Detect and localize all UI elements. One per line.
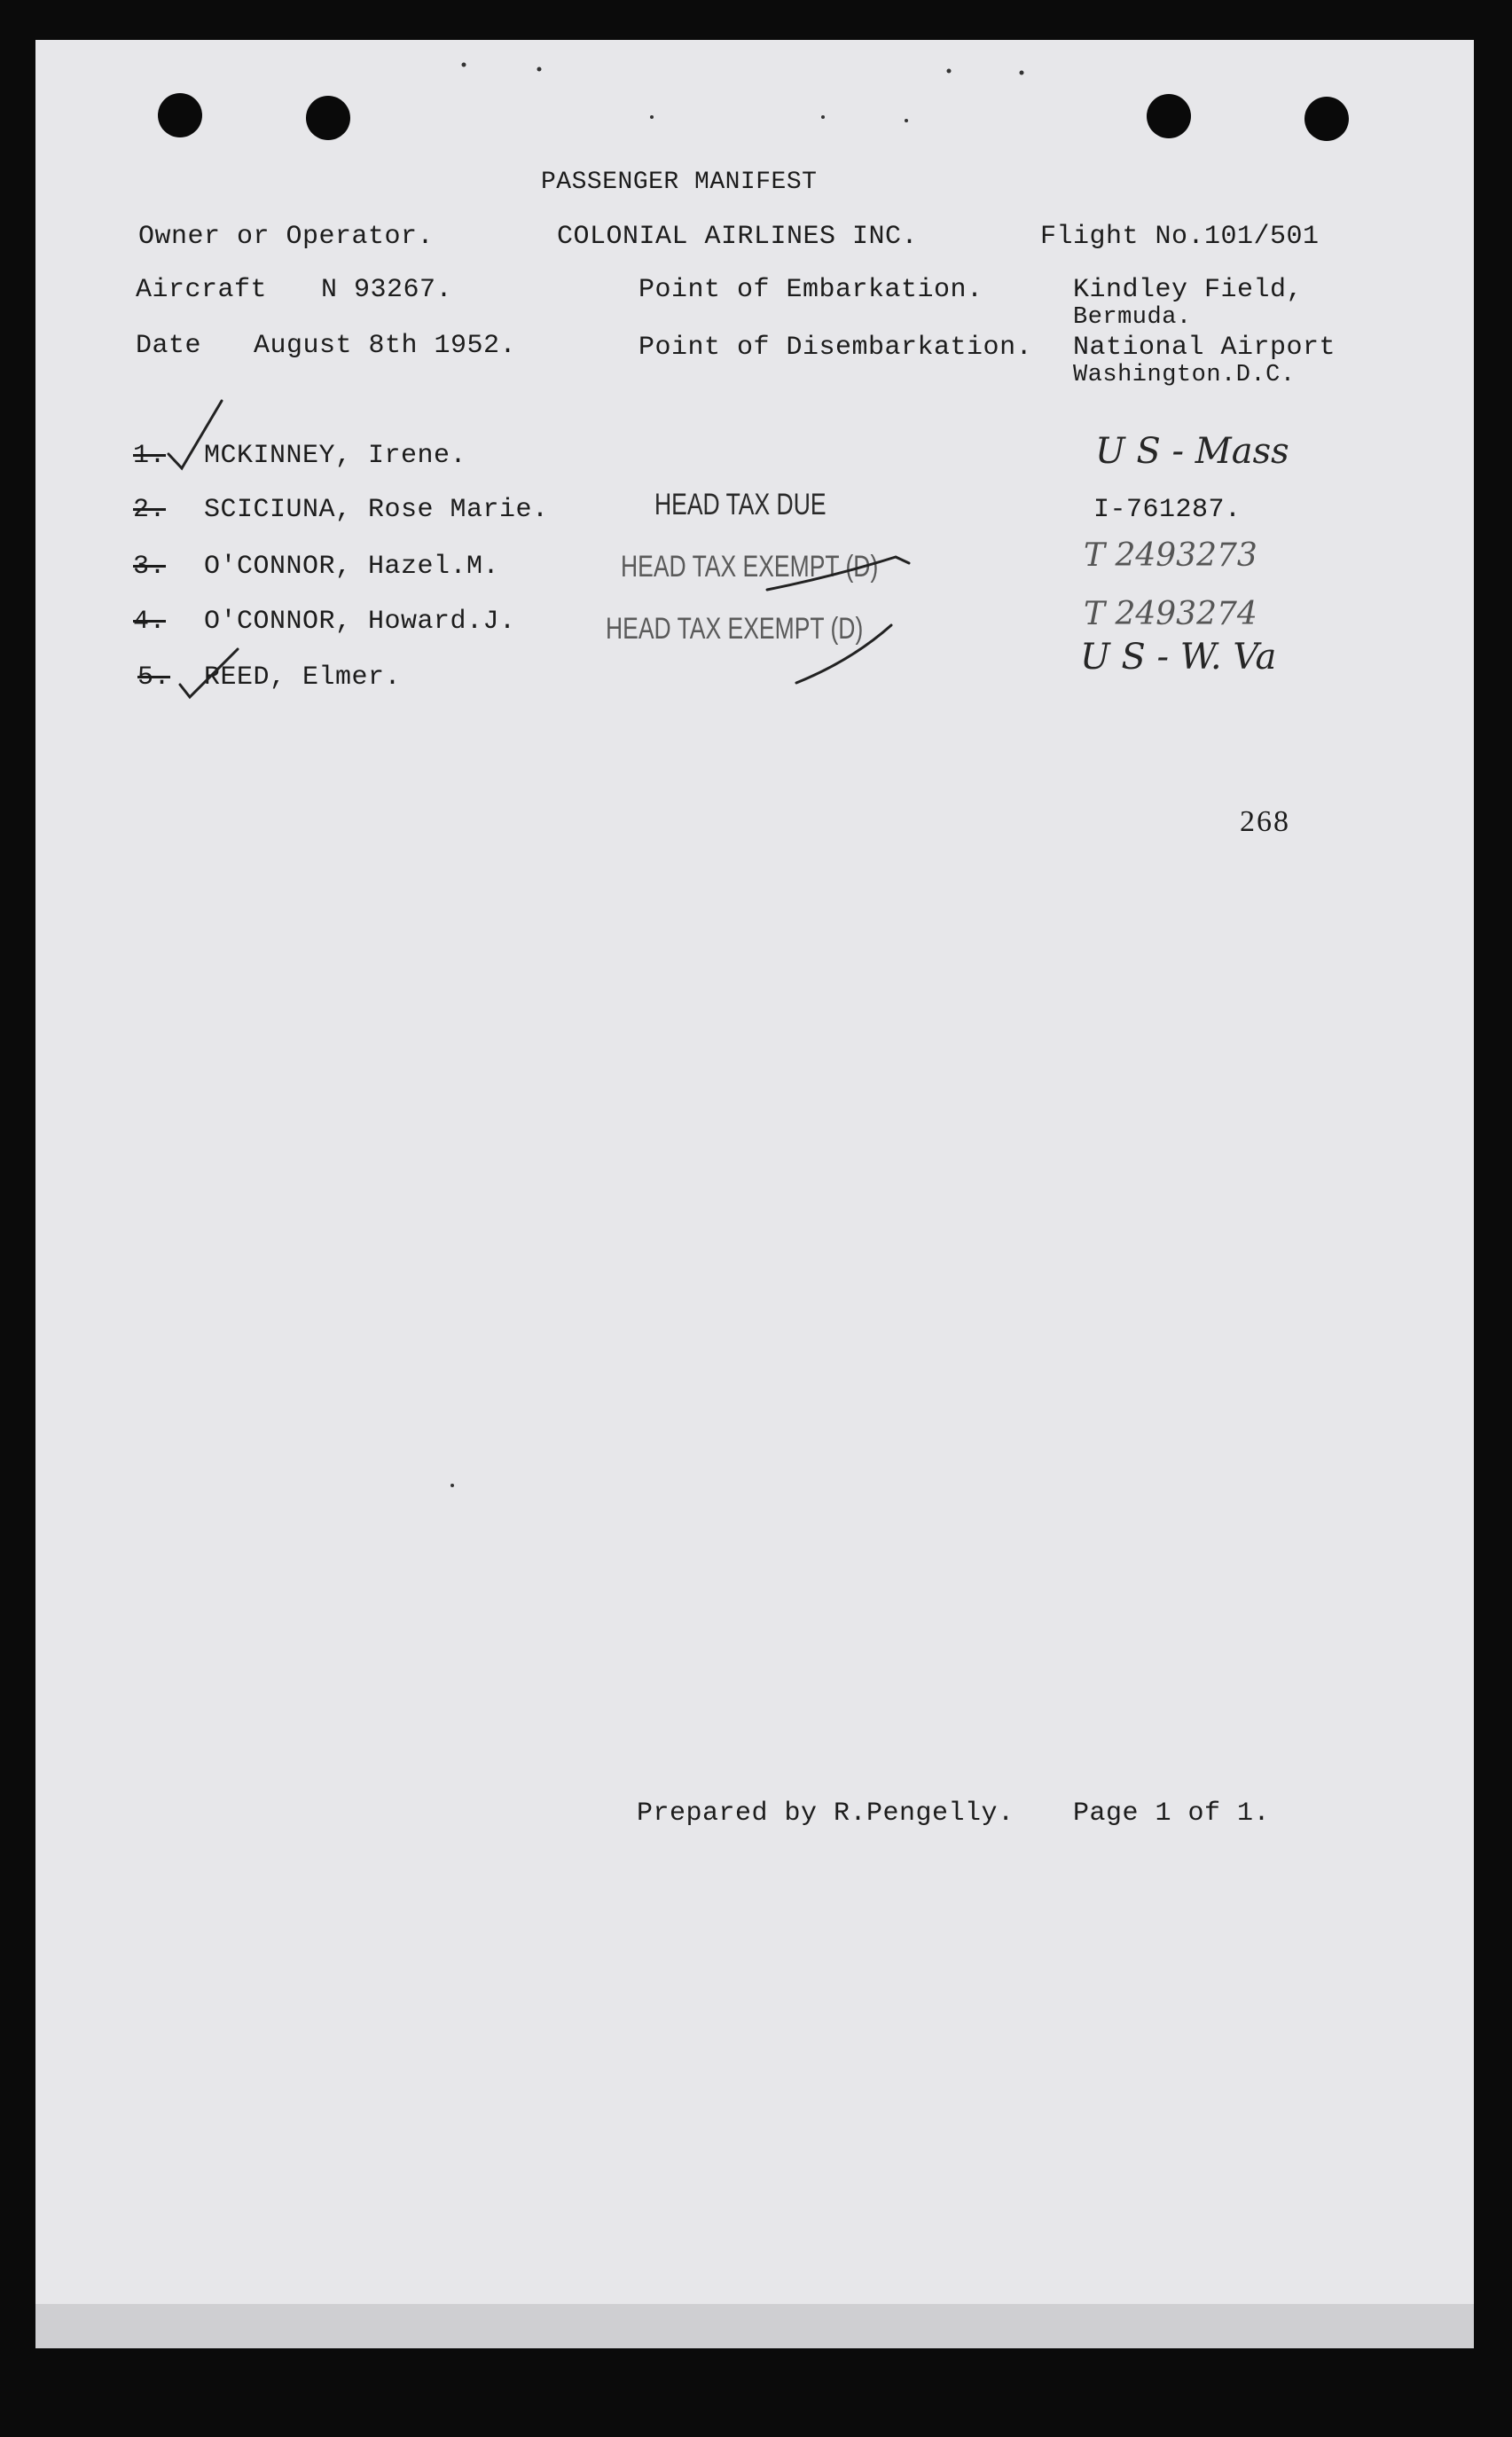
stamp-4-underline [796,625,891,683]
embarkation-value-line1: Kindley Field, [1073,275,1304,305]
passenger-5-name: REED, Elmer. [204,662,402,693]
passenger-3-number: 3. [133,552,167,582]
passenger-4-number: 4. [133,607,167,637]
prepared-by: Prepared by R.Pengelly. [637,1798,1015,1829]
passenger-5-number: 5. [137,662,171,693]
stamp-3-underline [767,557,909,590]
page-number-stamp: 268 [1240,805,1290,838]
disembarkation-value-line1: National Airport [1073,333,1336,363]
aircraft-label: Aircraft [136,275,268,305]
passenger-2-stamp: HEAD TAX DUE [654,488,827,521]
disembarkation-value-line2: Washington.D.C. [1073,362,1296,388]
disembarkation-label: Point of Disembarkation. [638,333,1033,363]
embarkation-value-line2: Bermuda. [1073,304,1192,331]
passenger-3-name: O'CONNOR, Hazel.M. [204,552,500,582]
page-of: Page 1 of 1. [1073,1798,1271,1829]
passenger-5-note: U S - W. Va [1080,637,1277,678]
checkmark-5 [180,649,238,697]
aircraft-value: N 93267. [321,275,453,305]
passenger-3-note: T 2493273 [1084,537,1257,574]
owner-label: Owner or Operator. [138,222,435,252]
passenger-2-number: 2. [133,495,167,525]
manifest-title: PASSENGER MANIFEST [541,168,818,196]
passenger-4-name: O'CONNOR, Howard.J. [204,607,516,637]
passenger-2-note: I-761287. [1093,495,1242,525]
passenger-1-name: MCKINNEY, Irene. [204,441,467,471]
date-value: August 8th 1952. [254,331,517,361]
passenger-2-name: SCICIUNA, Rose Marie. [204,495,549,525]
passenger-3-stamp: HEAD TAX EXEMPT (D) [621,550,879,584]
passenger-4-note: T 2493274 [1084,596,1257,632]
passenger-1-note: U S - Mass [1095,431,1289,472]
flight-number: Flight No.101/501 [1040,222,1320,252]
embarkation-label: Point of Embarkation. [638,275,983,305]
date-label: Date [136,331,202,361]
checkmark-1 [168,401,222,468]
passenger-4-stamp: HEAD TAX EXEMPT (D) [606,612,864,646]
owner-value: COLONIAL AIRLINES INC. [557,222,919,252]
passenger-1-number: 1. [133,441,167,471]
